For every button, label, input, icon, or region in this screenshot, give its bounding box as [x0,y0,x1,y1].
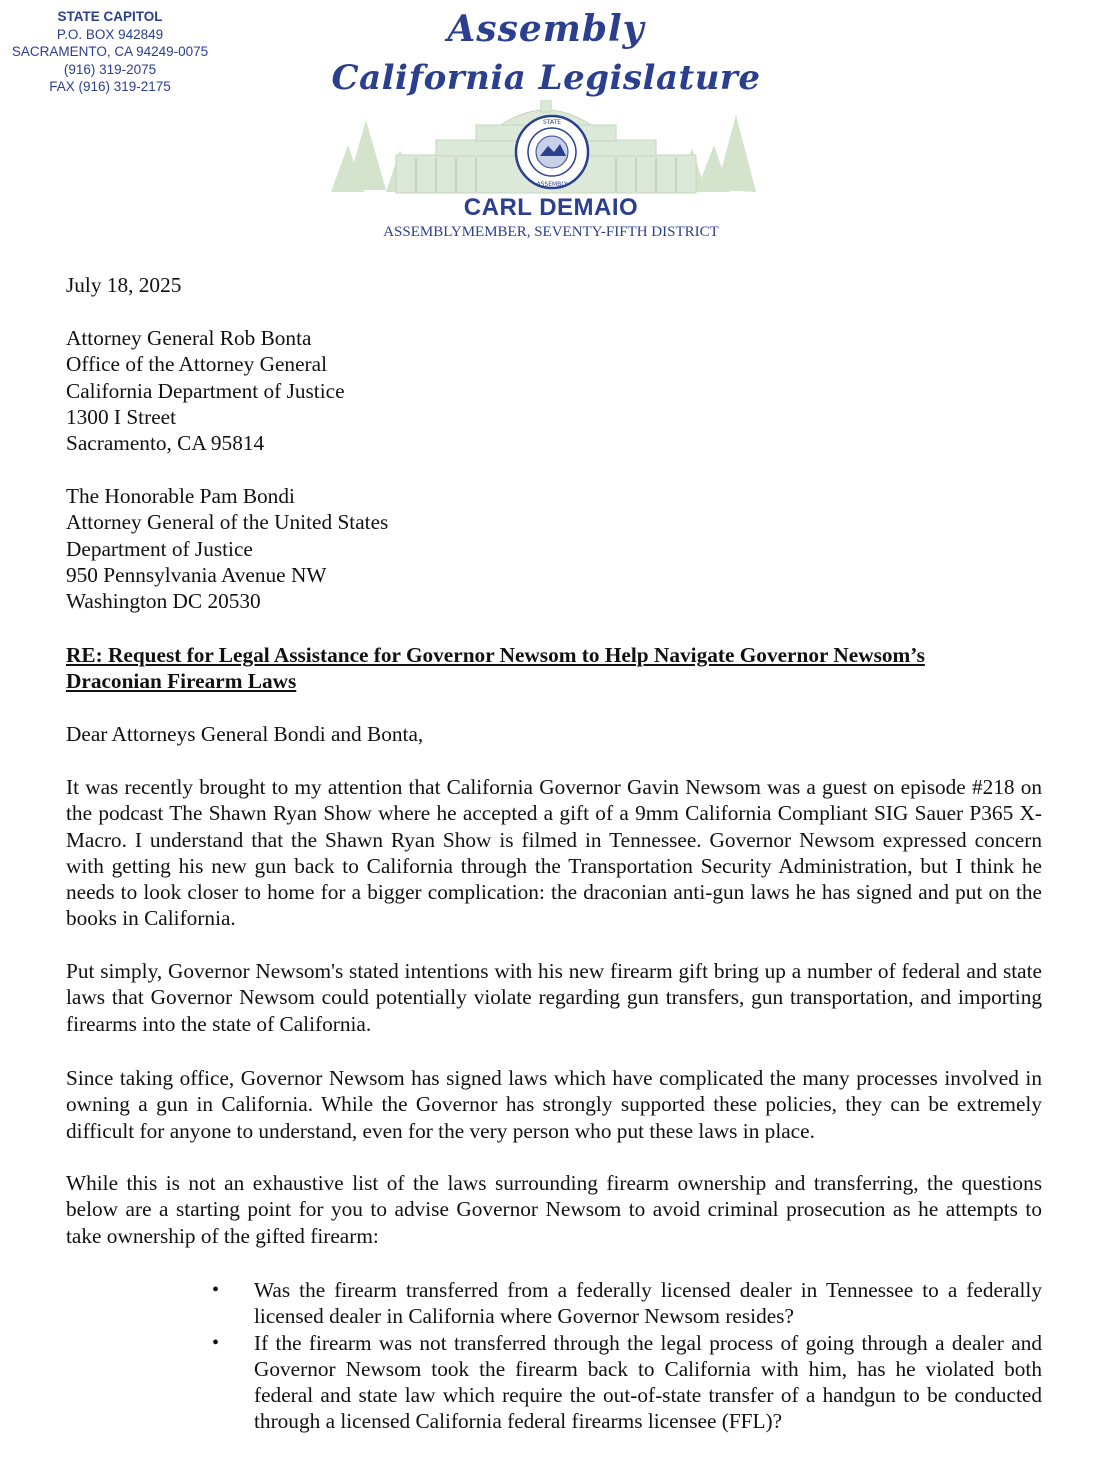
address-line: Washington DC 20530 [66,589,261,614]
list-item [206,1277,1042,1330]
contact-line: (916) 319-2075 [63,61,157,77]
subject-line-part: Draconian Firearm Laws [66,669,297,694]
list-item [206,1330,1042,1435]
bullet-icon: • [212,1279,220,1301]
recipient-address-bonta [66,325,1042,456]
svg-text:ASSEMBLY: ASSEMBLY [536,181,568,188]
subject-line [66,642,1042,695]
letterhead-contact [0,8,220,96]
letterhead-crest [326,4,766,244]
body-paragraph: Since taking office, Governor Newsom has signed laws which have complicated the many processes involved in owning a gun in California. While the Governor has strongly supported these policies, they can be extremely difficult for anyone to understand, even for the very person who put these laws in place. [66,1066,1042,1143]
contact-line: FAX (916) 319-2175 [49,79,171,94]
body-paragraph: Put simply, Governor Newsom's stated intentions with his new firearm gift bring up a number of federal and state laws that Governor Newsom could potentially violate regarding gun transfers, gun transportation, and importing firearms into the state of California. [66,959,1042,1036]
salutation: Dear Attorneys General Bondi and Bonta, [66,722,424,746]
member-title: ASSEMBLYMEMBER, SEVENTY-FIFTH DISTRICT [383,224,719,240]
address-line: 1300 I Street [66,404,177,429]
address-line: The Honorable Pam Bondi [66,484,295,508]
body-paragraph: While this is not an exhaustive list of the laws surrounding firearm ownership and transferring, the questions below are a starting point for you to advise Governor Newsom to avoid criminal prosecution as he attempts to take ownership of the gifted firearm: [66,1171,1042,1248]
address-line: Attorney General Rob Bonta [66,326,312,350]
body-paragraph: It was recently brought to my attention that California Governor Gavin Newsom was a guest on episode #218 on the podcast The Shawn Ryan Show where he accepted a gift of a 9mm California Compliant SIG Sauer P365 X-Macro. I understand that the Shawn Ryan Show is filmed in Tennessee. Governor Newsom expressed concern with getting his new gun back to California through the Transportation Security Administration, but I think he needs to look closer to home for a bigger complication: the draconian anti-gun laws he has signed and put on the books in California. [66,775,1042,931]
crest-title-legislature: California Legislature [331,58,761,98]
bullet-icon: • [212,1331,220,1354]
address-line: Attorney General of the United States [66,510,389,535]
member-name: CARL DEMAIO [463,194,639,221]
question-list [206,1277,1042,1435]
address-line: California Department of Justice [66,378,345,403]
list-item-text: If the firearm was not transferred through the legal process of going through a dealer and Governor Newsom took the firearm back to California with him, has he violated both federal and state law which require the out-of-state transfer of a handgun to be conducted through a licensed California federal firearms licensee (FFL)? [254,1330,1042,1434]
address-line: 950 Pennsylvania Avenue NW [66,562,327,587]
svg-text:STATE: STATE [542,119,562,126]
contact-line: STATE CAPITOL [57,9,163,24]
contact-line: SACRAMENTO, CA 94249-0075 [11,44,209,59]
contact-line: P.O. BOX 942849 [56,26,164,42]
address-line: Department of Justice [66,536,253,561]
list-item-text: Was the firearm transferred from a federally licensed dealer in Tennessee to a federally licensed dealer in California where Governor Newsom resides? [254,1278,1042,1329]
subject-line-part: RE: Request for Legal Assistance for Governor Newsom to Help Navigate Governor Newsom’s [66,643,925,667]
crest-title-assembly: Assembly [447,8,645,50]
address-line: Office of the Attorney General [66,352,327,377]
capitol-building-illustration [326,100,766,200]
address-line: Sacramento, CA 95814 [66,431,265,456]
recipient-address-bondi [66,483,1042,614]
letter-date: July 18, 2025 [66,273,182,297]
state-seal-icon [516,116,588,188]
